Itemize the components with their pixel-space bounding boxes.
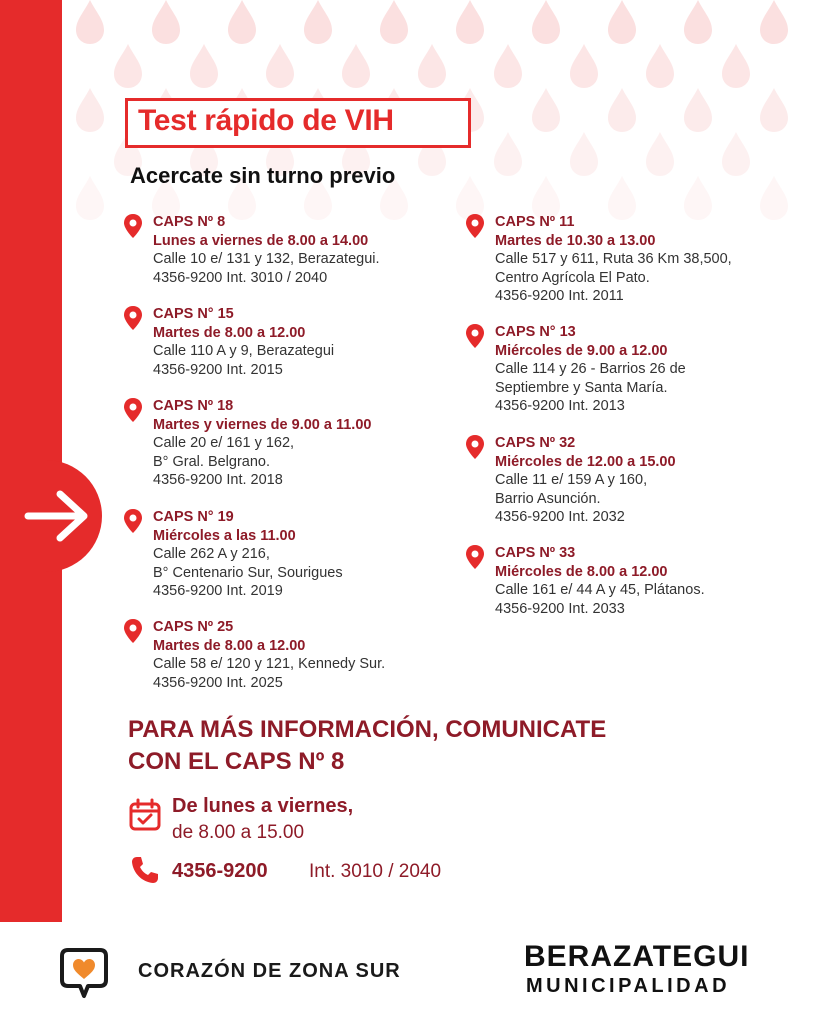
caps-phone: 4356-9200 Int. 2013 [495,398,625,414]
droplet [342,44,370,88]
caps-neighborhood: Septiembre y Santa María. [495,379,668,396]
droplet [494,132,522,176]
footer-slogan: CORAZÓN DE ZONA SUR [138,960,401,982]
droplet [760,176,788,220]
droplet [722,132,750,176]
droplet [646,132,674,176]
caps-entry [153,305,334,379]
caps-name: CAPS Nº 32 [495,435,576,451]
caps-address: Calle 161 e/ 44 A y 45, Plátanos. [495,582,705,598]
caps-phone: 4356-9200 Int. 2032 [495,509,625,525]
droplet [532,88,560,132]
caps-phone: 4356-9200 Int. 2033 [495,600,625,617]
info-heading-line-1: PARA MÁS INFORMACIÓN, COMUNICATE [128,716,607,743]
droplet [722,44,750,88]
caps-phone: 4356-9200 Int. 2025 [153,674,283,691]
info-phone-extension: Int. 3010 / 2040 [309,861,442,882]
caps-name: CAPS N° 13 [495,324,576,340]
brand-name: BERAZATEGUI [524,940,750,973]
caps-neighborhood: B° Centenario Sur, Sourigues [153,564,343,581]
droplet [380,0,408,44]
droplet [76,0,104,44]
droplet [494,44,522,88]
location-pin-icon [465,323,485,349]
arrow-right-icon [22,486,94,546]
caps-phone: 4356-9200 Int. 2019 [153,583,283,599]
location-pin-icon [123,618,143,644]
location-pin-icon [123,508,143,534]
location-pin-icon [123,213,143,239]
caps-phone: 4356-9200 Int. 2011 [495,288,624,304]
caps-phone: 4356-9200 Int. 2018 [153,472,283,488]
caps-name: CAPS N° 19 [153,509,234,525]
caps-entry [495,323,686,416]
caps-name: CAPS Nº 25 [153,619,234,635]
info-phone-number[interactable]: 4356-9200 [172,860,268,882]
caps-address: Calle 110 A y 9, Berazategui [153,343,335,359]
caps-name: CAPS Nº 11 [495,214,575,230]
caps-schedule: Martes de 8.00 a 12.00 [153,637,306,654]
caps-name: CAPS Nº 8 [153,214,226,230]
info-heading [128,714,606,778]
caps-address: Calle 517 y 611, Ruta 36 Km 38,500, [495,251,732,267]
droplet [684,88,712,132]
info-days: De lunes a viernes, [172,795,354,817]
location-pin-icon [123,305,143,331]
caps-neighborhood: Barrio Asunción. [495,490,601,507]
caps-schedule: Martes y viernes de 9.00 a 11.00 [153,416,372,433]
caps-address: Calle 11 e/ 159 A y 160, [495,472,648,488]
droplet [228,0,256,44]
droplet [532,0,560,44]
location-pin-icon [123,397,143,423]
caps-neighborhood: Centro Agrícola El Pato. [495,269,650,286]
info-hours: de 8.00 a 15.00 [172,822,305,843]
droplet [570,132,598,176]
page-subtitle: Acercate sin turno previo [130,163,396,188]
caps-schedule: Miércoles de 8.00 a 12.00 [495,563,668,580]
droplet [570,44,598,88]
caps-entry [153,213,380,287]
phone-icon [130,855,160,885]
calendar-icon [128,798,162,832]
droplet [76,176,104,220]
droplet [760,0,788,44]
location-pin-icon [465,544,485,570]
location-pin-icon [465,213,485,239]
droplet [266,44,294,88]
caps-schedule: Martes de 8.00 a 12.00 [153,324,306,341]
caps-schedule: Lunes a viernes de 8.00 a 14.00 [153,232,369,249]
caps-name: CAPS Nº 18 [153,398,234,414]
caps-entry [153,618,385,692]
caps-schedule: Martes de 10.30 a 13.00 [495,232,656,249]
droplet [114,44,142,88]
brand-subtitle: MUNICIPALIDAD [526,975,731,997]
droplet [152,0,180,44]
droplet [684,0,712,44]
droplet [304,0,332,44]
caps-address: Calle 262 A y 216, [153,546,270,562]
caps-address: Calle 58 e/ 120 y 121, Kennedy Sur. [153,656,386,672]
caps-address: Calle 10 e/ 131 y 132, Berazategui. [153,251,380,267]
caps-entry [495,213,732,306]
caps-schedule: Miércoles a las 11.00 [153,527,296,544]
caps-name: CAPS N° 15 [153,306,234,322]
caps-address: Calle 20 e/ 161 y 162, [153,435,295,451]
caps-entry [495,434,676,527]
droplet [760,88,788,132]
location-pin-icon [465,434,485,460]
caps-entry [153,397,371,490]
page-title: Test rápido de VIH [138,104,394,137]
info-heading-line-2: CON EL CAPS Nº 8 [128,748,345,775]
caps-phone: 4356-9200 Int. 2015 [153,361,283,378]
droplet [608,88,636,132]
caps-name: CAPS Nº 33 [495,545,576,561]
droplet [76,88,104,132]
caps-neighborhood: B° Gral. Belgrano. [153,453,271,470]
droplet [190,44,218,88]
caps-schedule: Miércoles de 12.00 a 15.00 [495,453,676,470]
caps-entry [153,508,343,601]
caps-schedule: Miércoles de 9.00 a 12.00 [495,342,668,359]
droplet [646,44,674,88]
caps-address: Calle 114 y 26 - Barrios 26 de [495,361,686,377]
heart-chat-icon [60,946,108,1000]
droplet [456,0,484,44]
caps-phone: 4356-9200 Int. 3010 / 2040 [153,269,328,286]
droplet [418,44,446,88]
caps-entry [495,544,705,618]
droplet [608,0,636,44]
